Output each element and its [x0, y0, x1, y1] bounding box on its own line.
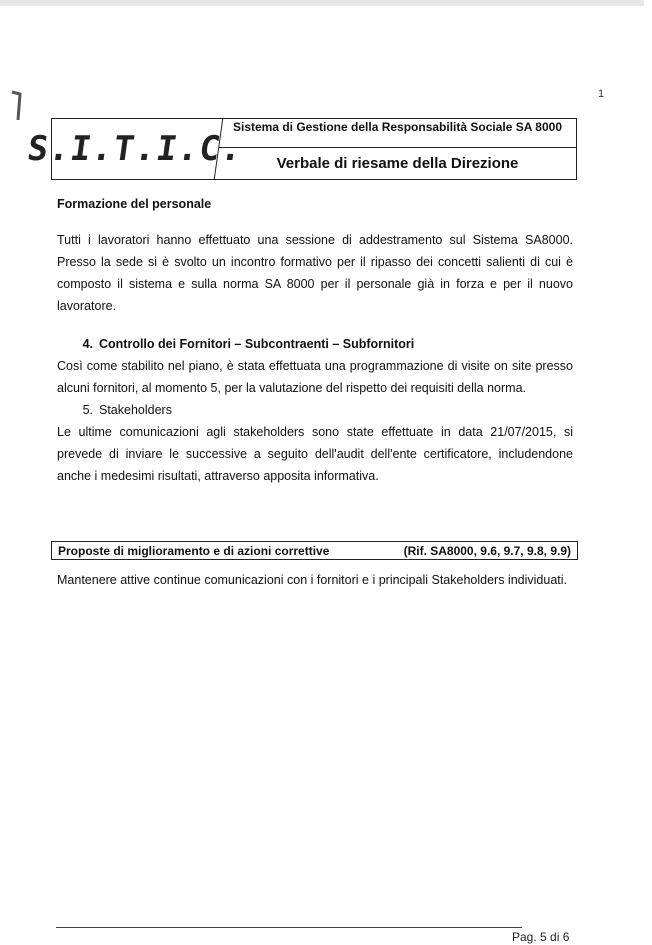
footer-rule	[56, 927, 522, 928]
stakeholders-number: 5.	[82, 403, 93, 417]
training-paragraph: Tutti i lavoratori hanno effettuato una sessione di addestramento sul Sistema SA8000. Presso la sede si è svolto un incontro formativo per il ripasso dei concetti salienti di cui è composto il sistema e sulla norma SA 8000 per il personale già in forza e per il nuovo lavoratore.	[57, 233, 573, 313]
document-header	[24, 118, 577, 180]
page-number: Pag. 5 di 6	[512, 930, 570, 944]
system-title: Sistema di Gestione della Responsabilità Sociale SA 8000	[219, 119, 576, 148]
company-logo: S.I.T.I.C.	[48, 119, 223, 179]
suppliers-paragraph: Così come stabilito nel piano, è stata effettuata una programmazione di visite on site presso alcuni fornitori, al momento 5, per la valutazione del rispetto dei requisiti della norma.	[57, 359, 573, 395]
proposals-heading-box	[51, 541, 578, 560]
suppliers-heading-text: Controllo dei Fornitori – Subcontraenti – Subfornitori	[99, 337, 415, 351]
suppliers-heading	[57, 333, 573, 355]
suppliers-number: 4.	[82, 337, 93, 351]
proposals-heading: Proposte di miglioramento e di azioni correttive	[58, 543, 330, 558]
scan-corner-mark	[10, 90, 38, 122]
proposals-paragraph: Mantenere attive continue comunicazioni con i fornitori e i principali Stakeholders individuati.	[57, 572, 567, 587]
stakeholders-paragraph: Le ultime comunicazioni agli stakeholders sono state effettuate in data 21/07/2015, si prevede di inviare le successive a seguito dell'audit dell'ente certificatore, includendone anche i medesimi risultati, attraverso apposita informativa.	[57, 425, 573, 483]
training-heading: Formazione del personale	[57, 197, 212, 211]
stakeholders-heading-text: Stakeholders	[99, 403, 172, 417]
stakeholders-heading	[57, 399, 573, 421]
document-title: Verbale di riesame della Direzione	[276, 155, 519, 172]
document-body	[57, 193, 573, 487]
page-corner-number: 1	[598, 88, 605, 100]
proposals-reference: (Rif. SA8000, 9.6, 9.7, 9.8, 9.9)	[403, 543, 571, 558]
scan-top-edge	[0, 0, 644, 6]
header-titles	[219, 119, 576, 179]
